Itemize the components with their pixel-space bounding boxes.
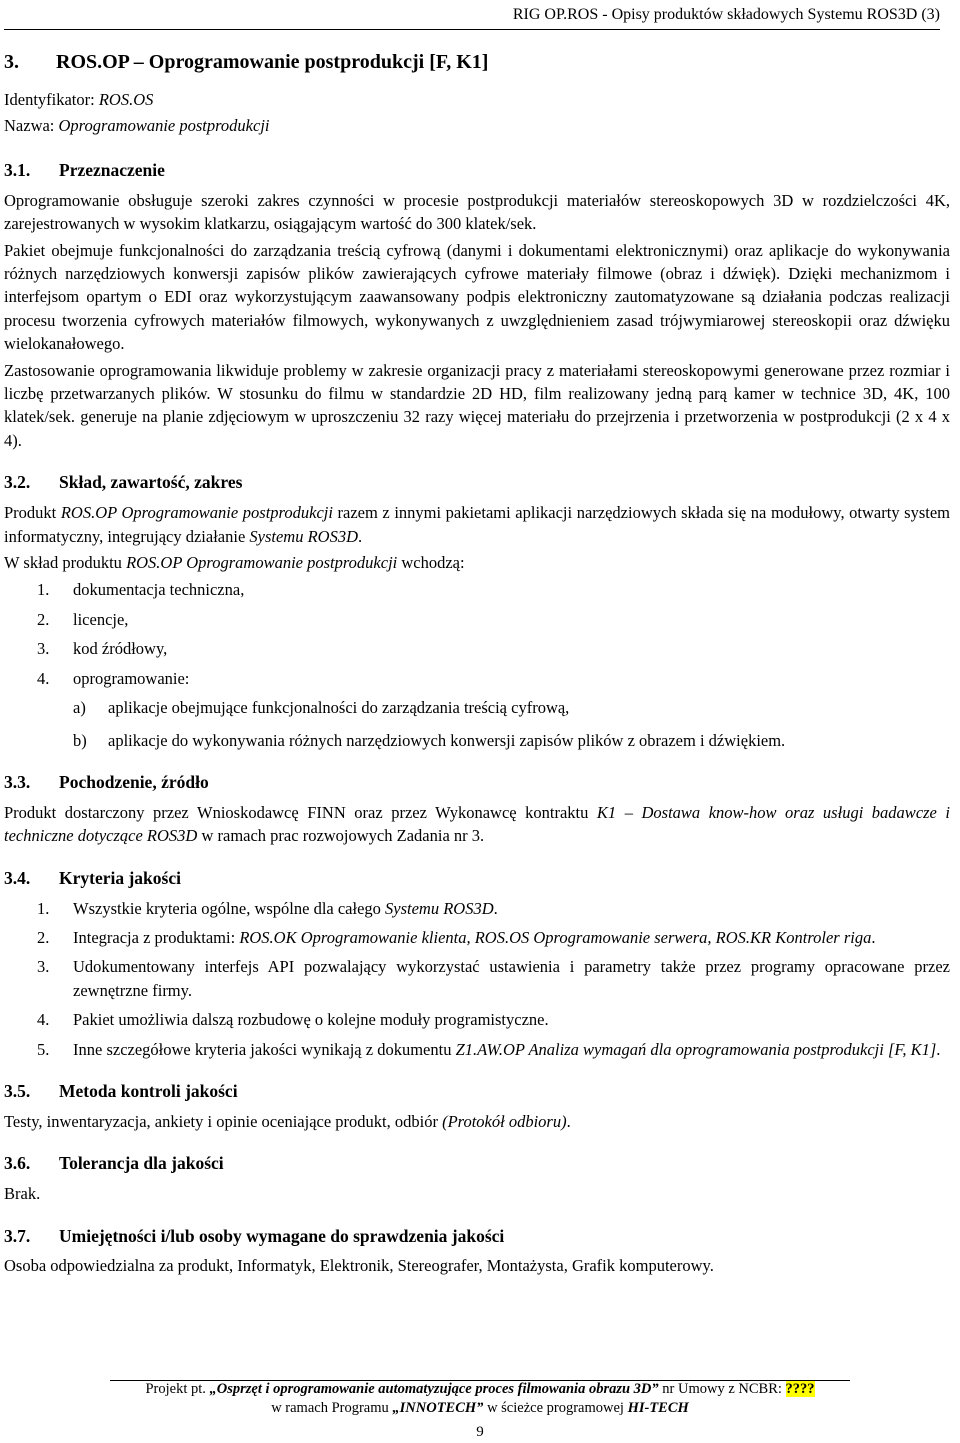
- identifier-value: ROS.OS: [98, 90, 154, 109]
- subsection-heading-3-5: 3.5. Metoda kontroli jakości: [4, 1081, 238, 1102]
- composition-list: [4, 578, 950, 752]
- subsection-heading-3-6: 3.6. Tolerancja dla jakości: [4, 1153, 224, 1174]
- section-title: ROS.OP – Oprogramowanie postprodukcji [F, K1]: [56, 51, 489, 73]
- paragraph: Testy, inwentaryzacja, ankiety i opinie oceniające produkt, odbiór (Protokół odbioru).: [4, 1111, 571, 1131]
- subsection-heading-3-7: 3.7. Umiejętności i/lub osoby wymagane do sprawdzenia jakości: [4, 1225, 505, 1246]
- page-footer: [0, 1380, 960, 1418]
- subsection-heading-3-2: 3.2. Skład, zawartość, zakres: [4, 472, 243, 493]
- identifier-line: Identyfikator: ROS.OS: [4, 90, 154, 109]
- footer-line-2: w ramach Programu „INNOTECH” w ścieżce programowej HI-TECH: [271, 1399, 689, 1416]
- metadata-block: [4, 88, 950, 138]
- list-item: 2. Integracja z produktami: ROS.OK Oprogramowanie klienta, ROS.OS Oprogramowanie serwera, ROS.KR Kontroler riga.: [37, 927, 876, 947]
- paragraph: Osoba odpowiedzialna za produkt, Informatyk, Elektronik, Stereografer, Montażysta, Grafik komputerowy.: [4, 1256, 714, 1276]
- page-number: 9: [476, 1424, 484, 1440]
- list-item: 4. oprogramowanie: a) aplikacje obejmujące funkcjonalności do zarządzania treścią cyfrową, b) aplikacje do wykonywania różnych narzędziowych konwersji zapisów plików z obrazem i dźwiękiem.: [4, 667, 950, 752]
- paragraph: Brak.: [4, 1184, 41, 1204]
- document-body: [4, 88, 950, 1278]
- subsection-heading-3-4: 3.4. Kryteria jakości: [4, 867, 181, 888]
- section-heading: [4, 48, 488, 76]
- software-sublist: [73, 696, 950, 752]
- paragraph: Produkt dostarczony przez Wnioskodawcę FINN oraz przez Wykonawcę kontraktu K1 – Dostawa know-how oraz usługi badawcze i techniczne dotyczące ROS3D w ramach prac rozwojowych Zadania nr 3.: [4, 802, 950, 846]
- paragraph: Produkt ROS.OP Oprogramowanie postprodukcji razem z innymi pakietami aplikacji narzędziowych składa się na modułowy, otwarty system informatyczny, integrujący działanie Systemu ROS3D.: [4, 503, 950, 546]
- list-item: 3. Udokumentowany interfejs API pozwalający wykorzystać ustawienia i parametry także przez programy opracowane przez zewnętrzne firmy.: [37, 957, 950, 1000]
- list-item: 1. Wszystkie kryteria ogólne, wspólne dla całego Systemu ROS3D.: [37, 898, 498, 918]
- quality-criteria-list: [4, 897, 950, 1062]
- list-item: 3. kod źródłowy,: [37, 639, 168, 659]
- name-value: Oprogramowanie postprodukcji: [58, 116, 270, 136]
- footer-line-1: Projekt pt. „Osprzęt i oprogramowanie automatyzujące proces filmowania obrazu 3D” nr Umowy z NCBR: ????: [145, 1381, 815, 1397]
- paragraph: W skład produktu ROS.OP Oprogramowanie postprodukcji wchodzą:: [4, 553, 465, 573]
- paragraph: Zastosowanie oprogramowania likwiduje problemy w zakresie organizacji pracy z materiałami stereoskopowymi generowane przez rozmiar i liczbę przetwarzanych plików. W stosunku do filmu w standardzie 2D HD, film realizowany jedną parą kamer w technice 3D, 4K, 100 klatek/sek. generuje na planie zdjęciowym w uproszczeniu 32 razy więcej materiału do przejrzenia i przetworzenia w postprodukcji (2 x 4 x 4).: [4, 360, 950, 450]
- paragraph: Oprogramowanie obsługuje szeroki zakres czynności w procesie postprodukcji materiałów stereoskopowych 3D w rozdzielczości 4K, zarejestrowanych w wysokim klatkarzu, osiągającym wartość do 300 klatek/sek.: [4, 190, 950, 234]
- section-number: 3.: [4, 51, 19, 73]
- running-header: RIG OP.ROS - Opisy produktów składowych Systemu ROS3D (3): [4, 4, 940, 30]
- list-item: 5. Inne szczegółowe kryteria jakości wynikają z dokumentu Z1.AW.OP Analiza wymagań dla oprogramowania postprodukcji [F, K1].: [37, 1039, 941, 1059]
- name-line: Nazwa: Oprogramowanie postprodukcji: [4, 116, 270, 136]
- list-item: 4. Pakiet umożliwia dalszą rozbudowę o kolejne moduły programistyczne.: [37, 1010, 549, 1030]
- subsection-heading-3-3: 3.3. Pochodzenie, źródło: [4, 771, 209, 792]
- sublist-item: b) aplikacje do wykonywania różnych narzędziowych konwersji zapisów plików z obrazem i dźwiękiem.: [73, 730, 786, 750]
- paragraph: Pakiet obejmuje funkcjonalności do zarządzania treścią cyfrową (danymi i dokumentami elektronicznymi) oraz aplikacje do wykonywania różnych narzędziowych konwersji zapisów plików zawierających cyfrowe materiały filmowe (obraz i dźwięk). Dzięki mechanizmom i interfejsom opartym o EDI oraz wykorzystującym zaawansowany podpis elektroniczny zautomatyzowane są działania podczas realizacji procesu tworzenia cyfrowych materiałów filmowych, wykonywanych z uwzględnieniem zasad trójwymiarowej stereoskopii oraz dźwięku wielokanałowego.: [4, 240, 950, 354]
- list-item: 1. dokumentacja techniczna,: [37, 580, 245, 600]
- sublist-item: a) aplikacje obejmujące funkcjonalności do zarządzania treścią cyfrową,: [73, 698, 570, 718]
- list-item: 2. licencje,: [37, 609, 129, 629]
- subsection-heading-3-1: 3.1. Przeznaczenie: [4, 159, 165, 180]
